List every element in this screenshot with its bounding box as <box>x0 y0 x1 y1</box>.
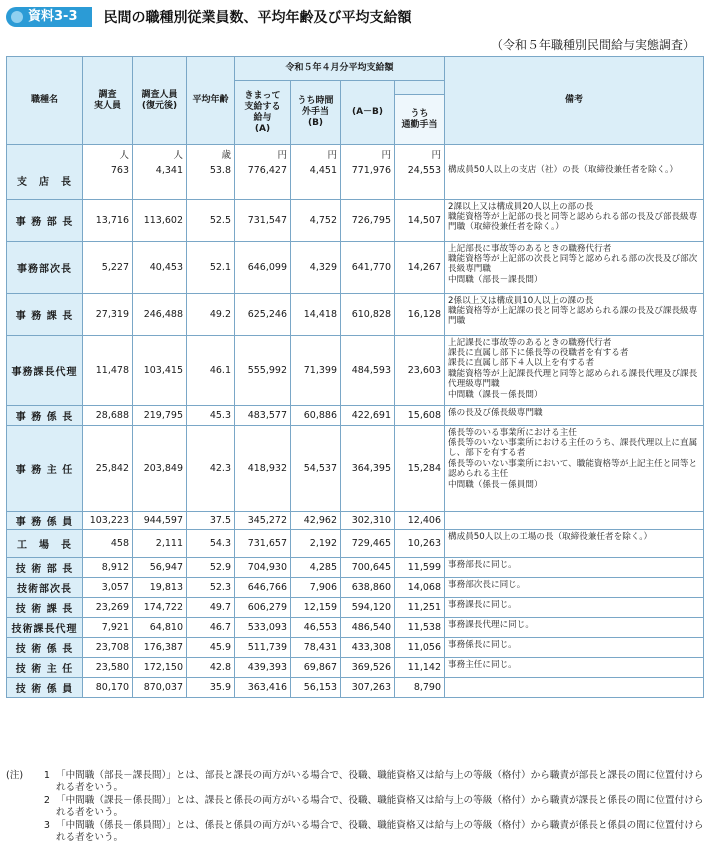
value-n: 5,227 <box>83 241 133 293</box>
value-r: 174,722 <box>133 597 187 617</box>
job-name: 事 務 部 長 <box>7 199 83 241</box>
footnote-label: (注) <box>6 770 24 781</box>
header-surveyed-text: 調査 実人員 <box>93 89 121 111</box>
value-b: 7,906 <box>291 577 341 597</box>
value-ab: 302,310 <box>341 511 395 529</box>
job-name: 技 術 課 長 <box>7 597 83 617</box>
value-c: 11,056 <box>395 637 445 657</box>
value-n: 23,708 <box>83 637 133 657</box>
header-restored-text: 調査人員 (復元後) <box>141 89 178 111</box>
value-ab: 771,976 <box>341 163 395 199</box>
title-bar <box>6 6 412 28</box>
value-c: 16,128 <box>395 293 445 335</box>
value-c: 14,507 <box>395 199 445 241</box>
table-body <box>7 145 704 698</box>
job-name: 支 店 長 <box>7 163 83 199</box>
header-surveyed <box>83 57 133 145</box>
value-r: 246,488 <box>133 293 187 335</box>
value-n: 28,688 <box>83 405 133 425</box>
unit-label: 円 <box>395 145 445 164</box>
value-a: 555,992 <box>235 335 291 405</box>
unit-row-note-cell <box>445 145 704 164</box>
value-c: 11,599 <box>395 557 445 577</box>
value-b: 4,451 <box>291 163 341 199</box>
value-ab: 307,263 <box>341 677 395 697</box>
unit-row-name-cell <box>7 145 83 164</box>
table-row <box>7 657 704 677</box>
footnote-number: 2 <box>43 794 50 806</box>
value-age: 45.9 <box>187 637 235 657</box>
value-age: 52.3 <box>187 577 235 597</box>
value-b: 56,153 <box>291 677 341 697</box>
unit-label: 円 <box>235 145 291 164</box>
value-r: 103,415 <box>133 335 187 405</box>
value-a: 731,547 <box>235 199 291 241</box>
value-r: 40,453 <box>133 241 187 293</box>
header-overtime-text: うち時間 外手当 (B) <box>297 96 334 128</box>
value-c: 23,603 <box>395 335 445 405</box>
value-c: 11,538 <box>395 617 445 637</box>
value-b: 4,752 <box>291 199 341 241</box>
value-age: 46.7 <box>187 617 235 637</box>
value-b: 14,418 <box>291 293 341 335</box>
value-b: 2,192 <box>291 529 341 557</box>
footnote-text: 「中間職（係長－係員間）」とは、係長と係員の両方がいる場合で、役職、職能資格又は給与上の等級（格付）から職責が係長と係員の間に位置付けられる者をいう。 <box>56 819 704 844</box>
value-b: 4,329 <box>291 241 341 293</box>
value-c: 8,790 <box>395 677 445 697</box>
job-name: 事務部次長 <box>7 241 83 293</box>
value-age: 49.2 <box>187 293 235 335</box>
header-group: 令和５年４月分平均支給額 <box>235 57 445 81</box>
value-age: 53.8 <box>187 163 235 199</box>
job-name: 技術部次長 <box>7 577 83 597</box>
value-ab: 594,120 <box>341 597 395 617</box>
value-a: 418,932 <box>235 425 291 511</box>
page-title: 民間の職種別従業員数、平均年齢及び平均支給額 <box>103 10 412 26</box>
value-a: 533,093 <box>235 617 291 637</box>
unit-label: 歳 <box>187 145 235 164</box>
value-age: 35.9 <box>187 677 235 697</box>
footnote-label <box>6 820 36 845</box>
value-b: 71,399 <box>291 335 341 405</box>
value-ab: 610,828 <box>341 293 395 335</box>
value-r: 19,813 <box>133 577 187 597</box>
value-age: 46.1 <box>187 335 235 405</box>
remarks: 事務課長代理に同じ。 <box>445 617 704 637</box>
value-n: 13,716 <box>83 199 133 241</box>
value-b: 4,285 <box>291 557 341 577</box>
table-row <box>7 241 704 293</box>
job-name: 事 務 課 長 <box>7 293 83 335</box>
remarks: 係長等のいる事業所における主任 係長等のいない事業所における主任のうち、課長代理以上に直属し、部下を有する者 係長等のいない事業所において、職能資格等が上記主任と同等と認められる主任 中間職（係長－係員間） <box>445 425 704 511</box>
table-row <box>7 425 704 511</box>
footnotes <box>6 770 706 844</box>
value-r: 2,111 <box>133 529 187 557</box>
value-b: 54,537 <box>291 425 341 511</box>
job-name: 工 場 長 <box>7 529 83 557</box>
value-c: 11,142 <box>395 657 445 677</box>
value-c: 24,553 <box>395 163 445 199</box>
unit-label: 人 <box>83 145 133 164</box>
value-r: 113,602 <box>133 199 187 241</box>
job-name: 事 務 係 長 <box>7 405 83 425</box>
job-name: 技 術 部 長 <box>7 557 83 577</box>
table-row <box>7 577 704 597</box>
value-ab: 484,593 <box>341 335 395 405</box>
value-n: 27,319 <box>83 293 133 335</box>
remarks: 事務部長に同じ。 <box>445 557 704 577</box>
value-n: 3,057 <box>83 577 133 597</box>
job-name: 事 務 係 員 <box>7 511 83 529</box>
value-c: 14,068 <box>395 577 445 597</box>
table-row <box>7 637 704 657</box>
value-b: 12,159 <box>291 597 341 617</box>
header-commute-text: うち 通勤手当 <box>401 108 438 130</box>
value-r: 944,597 <box>133 511 187 529</box>
job-name: 技 術 主 任 <box>7 657 83 677</box>
job-name: 技術課長代理 <box>7 617 83 637</box>
value-ab: 726,795 <box>341 199 395 241</box>
value-n: 458 <box>83 529 133 557</box>
value-c: 15,608 <box>395 405 445 425</box>
value-n: 25,842 <box>83 425 133 511</box>
value-ab: 364,395 <box>341 425 395 511</box>
header-overtime <box>291 81 341 145</box>
remarks: 2課以上又は構成員20人以上の部の長 職能資格等が上記部の長と同等と認められる部の長及び部長級専門職（取締役兼任者を除く。） <box>445 199 704 241</box>
value-a: 646,766 <box>235 577 291 597</box>
header-job: 職種名 <box>7 57 83 145</box>
table-row <box>7 335 704 405</box>
table-row <box>7 597 704 617</box>
table-row <box>7 293 704 335</box>
job-name: 技 術 係 長 <box>7 637 83 657</box>
value-a: 776,427 <box>235 163 291 199</box>
remarks: 事務部次長に同じ。 <box>445 577 704 597</box>
page-subtitle: （令和５年職種別民間給与実態調査） <box>490 38 695 52</box>
remarks: 事務主任に同じ。 <box>445 657 704 677</box>
table-row <box>7 199 704 241</box>
value-b: 69,867 <box>291 657 341 677</box>
value-n: 80,170 <box>83 677 133 697</box>
value-age: 45.3 <box>187 405 235 425</box>
value-r: 172,150 <box>133 657 187 677</box>
value-b: 60,886 <box>291 405 341 425</box>
footnote-label <box>6 795 36 820</box>
value-r: 176,387 <box>133 637 187 657</box>
value-a: 646,099 <box>235 241 291 293</box>
document-badge: 資料3-3 <box>6 7 92 27</box>
value-b: 42,962 <box>291 511 341 529</box>
value-age: 42.3 <box>187 425 235 511</box>
value-age: 52.9 <box>187 557 235 577</box>
header-fixed <box>235 81 291 145</box>
unit-label: 円 <box>291 145 341 164</box>
remarks <box>445 511 704 529</box>
remarks: 上記課長に事故等のあるときの職務代行者 課長に直属し部下に係長等の役職者を有する者 課長に直属し部下４人以上を有する者 職能資格等が上記課長代理と同等と認められる課長代理及び課長代理級専門職 中間職（課長－係長間） <box>445 335 704 405</box>
value-r: 870,037 <box>133 677 187 697</box>
remarks: 事務係長に同じ。 <box>445 637 704 657</box>
unit-label: 円 <box>341 145 395 164</box>
value-b: 46,553 <box>291 617 341 637</box>
value-n: 23,269 <box>83 597 133 617</box>
value-c: 10,263 <box>395 529 445 557</box>
value-a: 363,416 <box>235 677 291 697</box>
header-fixed-text: きまって 支給する 給与 (A) <box>244 90 281 134</box>
footnote-item <box>6 795 706 820</box>
table-row <box>7 163 704 199</box>
value-n: 103,223 <box>83 511 133 529</box>
value-n: 23,580 <box>83 657 133 677</box>
header-age: 平均年齢 <box>187 57 235 145</box>
value-n: 7,921 <box>83 617 133 637</box>
value-r: 64,810 <box>133 617 187 637</box>
value-r: 203,849 <box>133 425 187 511</box>
value-r: 56,947 <box>133 557 187 577</box>
header-restored <box>133 57 187 145</box>
value-ab: 641,770 <box>341 241 395 293</box>
header-remarks: 備考 <box>445 57 704 145</box>
value-a: 439,393 <box>235 657 291 677</box>
value-age: 52.1 <box>187 241 235 293</box>
value-a: 483,577 <box>235 405 291 425</box>
remarks: 係の長及び係長級専門職 <box>445 405 704 425</box>
unit-label: 人 <box>133 145 187 164</box>
value-a: 345,272 <box>235 511 291 529</box>
value-ab: 433,308 <box>341 637 395 657</box>
value-a: 704,930 <box>235 557 291 577</box>
value-c: 12,406 <box>395 511 445 529</box>
remarks: 構成員50人以上の支店（社）の長（取締役兼任者を除く。） <box>445 163 704 199</box>
value-ab: 729,465 <box>341 529 395 557</box>
remarks: 2係以上又は構成員10人以上の課の長 職能資格等が上記課の長と同等と認められる課の長及び課長級専門職 <box>445 293 704 335</box>
value-n: 763 <box>83 163 133 199</box>
header-commute <box>395 95 445 145</box>
table-row <box>7 511 704 529</box>
value-ab: 369,526 <box>341 657 395 677</box>
value-r: 219,795 <box>133 405 187 425</box>
value-c: 14,267 <box>395 241 445 293</box>
value-ab: 422,691 <box>341 405 395 425</box>
header-commute-top <box>395 81 445 95</box>
table-row <box>7 405 704 425</box>
value-age: 54.3 <box>187 529 235 557</box>
footnote-text: 「中間職（課長－係長間）」とは、課長と係長の両方がいる場合で、役職、職能資格又は給与上の等級（格付）から職責が課長と係長の間に位置付けられる者をいう。 <box>56 794 704 819</box>
job-name: 技 術 係 員 <box>7 677 83 697</box>
table-row <box>7 617 704 637</box>
salary-table <box>6 56 704 698</box>
footnote-item <box>6 770 706 795</box>
table-row <box>7 677 704 697</box>
value-age: 42.8 <box>187 657 235 677</box>
remarks: 上記部長に事故等のあるときの職務代行者 職能資格等が上記部の次長と同等と認められる部の次長及び部次長級専門職 中間職（部長－課長間） <box>445 241 704 293</box>
table-row <box>7 529 704 557</box>
footnote-number: 1 <box>43 770 50 781</box>
value-c: 15,284 <box>395 425 445 511</box>
footnote-item <box>6 820 706 845</box>
table-row <box>7 557 704 577</box>
footnote-number: 3 <box>43 819 50 831</box>
value-a: 511,739 <box>235 637 291 657</box>
value-n: 8,912 <box>83 557 133 577</box>
value-a: 731,657 <box>235 529 291 557</box>
value-c: 11,251 <box>395 597 445 617</box>
value-b: 78,431 <box>291 637 341 657</box>
remarks: 事務課長に同じ。 <box>445 597 704 617</box>
value-ab: 700,645 <box>341 557 395 577</box>
footnote-text: 「中間職（部長－課長間）」とは、部長と課長の両方がいる場合で、役職、職能資格又は給与上の等級（格付）から職責が部長と課長の間に位置付けられる者をいう。 <box>56 770 704 794</box>
remarks <box>445 677 704 697</box>
value-a: 606,279 <box>235 597 291 617</box>
remarks: 構成員50人以上の工場の長（取締役兼任者を除く。） <box>445 529 704 557</box>
unit-row <box>7 145 704 164</box>
value-n: 11,478 <box>83 335 133 405</box>
value-a: 625,246 <box>235 293 291 335</box>
value-age: 37.5 <box>187 511 235 529</box>
value-age: 52.5 <box>187 199 235 241</box>
value-age: 49.7 <box>187 597 235 617</box>
job-name: 事 務 主 任 <box>7 425 83 511</box>
value-ab: 638,860 <box>341 577 395 597</box>
header-diff: (A－B) <box>341 81 395 145</box>
job-name: 事務課長代理 <box>7 335 83 405</box>
value-r: 4,341 <box>133 163 187 199</box>
value-ab: 486,540 <box>341 617 395 637</box>
